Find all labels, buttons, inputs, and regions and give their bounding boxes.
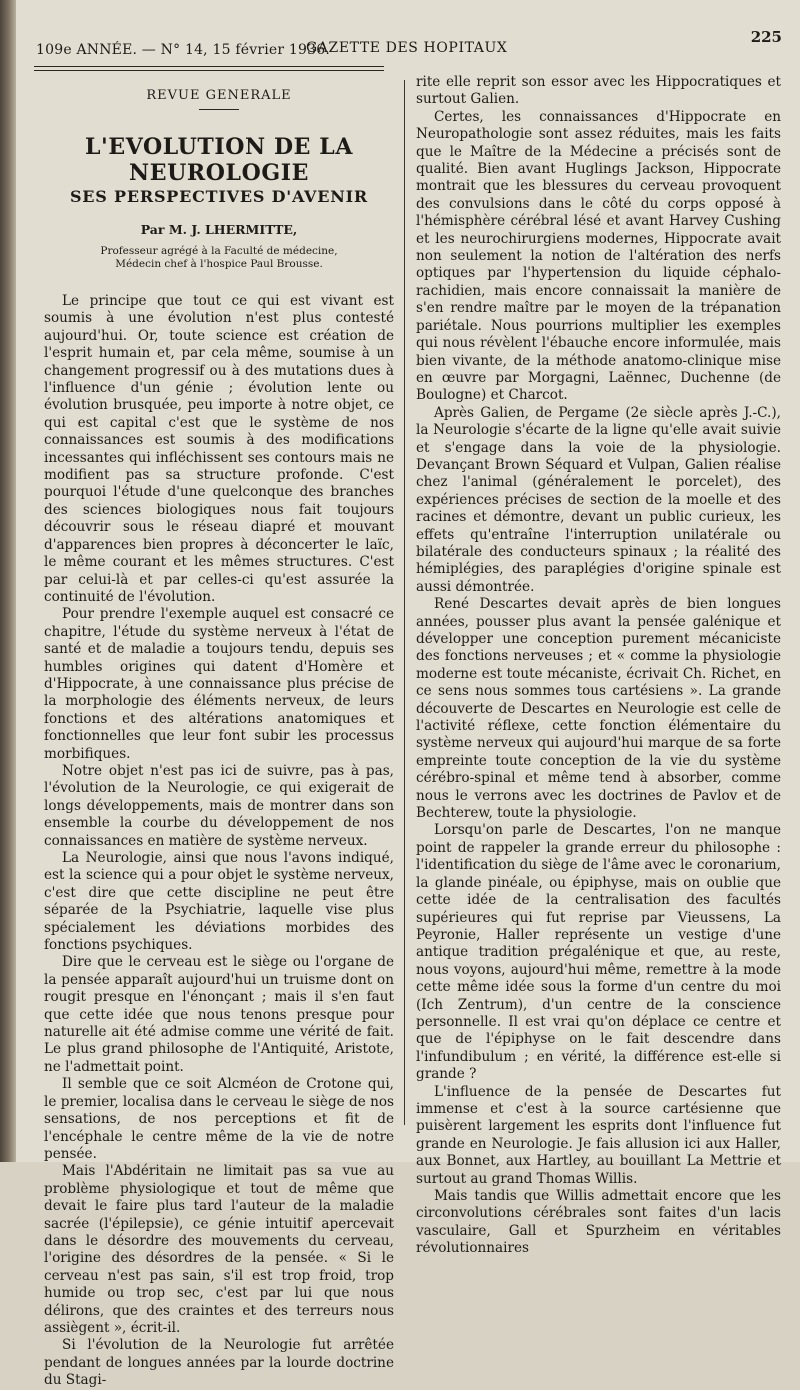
paragraph: Il semble que ce soit Alcméon de Crotone qui, le premier, localisa dans le cerveau le siège de nos sensations, de nos perceptions et fit de l'encéphale le centre même de la vie de notre pensée. <box>44 1076 394 1162</box>
author-byline: Par M. J. LHERMITTE, <box>140 222 298 237</box>
section-rule <box>199 109 239 110</box>
paragraph: Dire que le cerveau est le siège ou l'organe de la pensée apparaît aujourd'hui un truisme dont on rougit presque en l'énonçant ; mais il s'en faut que cette idée que nous tenons presque pour naturelle ait été admise comme une vérité de fait. Le plus grand philosophe de l'Antiquité, Aristote, ne l'admettait point. <box>44 954 394 1075</box>
paragraph: Le principe que tout ce qui est vivant est soumis à une évolution n'est plus contesté aujourd'hui. Or, toute science est création de l'esprit humain et, par cela même, soumise à un changement progressif ou à des mutations dues à l'influence d'un génie ; évolution lente ou évolution brusquée, peu importe à notre objet, ce qui est capital c'est que le système de nos connaissances est soumis à des modifications incessantes qui infléchissent ses contours mais ne modifient pas sa structure profonde. C'est pourquoi l'étude d'une quelconque des branches des sciences biologiques nous fait toujours découvrir sous le réseau diapré et mouvant d'apparences bien propres à déconcerter le laïc, le même courant et les mêmes structures. C'est par celui-là et par celles-ci qu'est assurée la continuité de l'évolution. <box>44 293 394 605</box>
right-column <box>416 74 781 1258</box>
left-column <box>44 0 394 1390</box>
article-subtitle: SES PERSPECTIVES D'AVENIR <box>69 187 369 206</box>
paragraph: Mais l'Abdéritain ne limitait pas sa vue au problème physiologique et tout de même que devait le faire plus tard l'auteur de la maladie sacrée (l'épilepsie), ce génie intuitif apercevait dans le désordre des mouvements du cerveau, l'origine des désordres de la pensée. « Si le cerveau n'est pas sain, s'il est trop froid, trop humide ou trop sec, c'est par lui que nous délirons, que des craintes et des terreurs nous assiègent », écrit-il. <box>44 1163 394 1336</box>
paragraph: Certes, les connaissances d'Hippocrate en Neuropathologie sont assez réduites, mais les faits que le Maître de la Médecine a précisés sont de qualité. Bien avant Huglings Jackson, Hippocrate montrait que les blessures du cerveau provoquent des convulsions dans le côté du corps opposé à l'hémisphère cérébral lésé et avant Harvey Cushing et les neurochirurgiens modernes, Hippocrate avait non seulement la notion de l'altération des nerfs optiques par l'hypertension du liquide céphalo-rachidien, mais encore connaissait la manière de s'en rendre maître par le moyen de la trépanation pariétale. Nous pourrions multiplier les exemples qui nous révèlent l'ébauche encore informulée, mais bien vivante, de la méthode anatomo-clinique mise en œuvre par Morgagni, Laënnec, Duchenne (de Boulogne) et Charcot. <box>416 108 781 404</box>
paragraph: Notre objet n'est pas ici de suivre, pas à pas, l'évolution de la Neurologie, ce qui exigerait de longs développements, mais de montrer dans son ensemble la courbe du développement de nos connaissances en matière de système nerveux. <box>44 762 394 849</box>
author-affiliation <box>44 245 394 271</box>
paragraph: Après Galien, de Pergame (2e siècle après J.-C.), la Neurologie s'écarte de la ligne qu'elle avait suivie et s'engage dans la voie de la physiologie. Devançant Brown Séquard et Vulpan, Galien réalise chez l'animal (généralement le porcelet), des expériences précises de section de la moelle et des racines et démontre, devant un public curieux, les effets qu'entraîne l'interruption unilatérale ou bilatérale des conducteurs spinaux ; la réalité des hémiplégies, des paraplégies d'origine spinale est aussi démontrée. <box>416 404 781 595</box>
column-divider <box>404 80 405 1125</box>
article-title: L'EVOLUTION DE LA NEUROLOGIE <box>84 134 354 186</box>
paragraph: René Descartes devait après de bien longues années, pousser plus avant la pensée galénique et développer une conception purement mécaniciste des fonctions nerveuses ; et « comme la physiologie moderne est toute mécaniste, écrivait Ch. Richet, en ce sens nous sommes tous cartésiens ». La grande découverte de Descartes en Neurologie est celle de l'activité réflexe, cette fonction élémentaire du système nerveux qui aujourd'hui marque de sa forte empreinte toute conception de la vie du système cérébro-spinal et même tend à absorber, comme nous le verrons avec les doctrines de Pavlov et de Bechterew, toute la physiologie. <box>416 596 781 822</box>
newspaper-page <box>16 0 800 1389</box>
affiliation-line: Médecin chef à l'hospice Paul Brousse. <box>115 258 323 270</box>
issue-info: 109e ANNÉE. — N° 14, 15 février 1936. <box>36 42 330 58</box>
paragraph: La Neurologie, ainsi que nous l'avons indiqué, est la science qui a pour objet le système nerveux, c'est dire que cette discipline ne peut être séparée de la Psychiatrie, laquelle vise plus spécialement les déviations morbides des fonctions psychiques. <box>44 850 394 954</box>
section-heading: REVUE GENERALE <box>146 88 292 103</box>
paragraph: rite elle reprit son essor avec les Hippocratiques et surtout Galien. <box>416 74 781 108</box>
book-binding-edge <box>0 0 16 1162</box>
paragraph: Si l'évolution de la Neurologie fut arrêtée pendant de longues années par la lourde doctrine du Stagi- <box>44 1337 394 1389</box>
affiliation-line: Professeur agrégé à la Faculté de médecine, <box>100 245 338 257</box>
paragraph: Lorsqu'on parle de Descartes, l'on ne manque point de rappeler la grande erreur du philosophe : l'identification du siège de l'âme avec le coronarium, la glande pinéale, ou épiphyse, mais on oublie que cette idée de la centralisation des facultés supérieures qui fut reprise par Vieussens, La Peyronie, Haller représente un vestige d'une antique tradition prégalénique et que, au reste, nous voyons, aujourd'hui même, remettre à la mode cette même idée sous la forme d'un centre du moi (Ich Zentrum), d'un centre de la conscience personnelle. Il est vrai qu'on déplace ce centre et que de l'épiphyse on le fait descendre dans l'infundibulum ; en vérité, la différence est-elle si grande ? <box>416 822 781 1083</box>
paragraph: L'influence de la pensée de Descartes fut immense et c'est à la source cartésienne que puisèrent largement les esprits dont l'influence fut grande en Neurologie. Je fais allusion ici aux Haller, aux Bonnet, aux Hartley, au bouillant La Mettrie et surtout au grand Thomas Willis. <box>416 1083 781 1187</box>
paragraph: Mais tandis que Willis admettait encore que les circonvolutions cérébrales sont faites d'un lacis vasculaire, Gall et Spurzheim en véritables révolutionnaires <box>416 1188 781 1257</box>
journal-name: GAZETTE DES HOPITAUX <box>306 40 508 56</box>
paragraph: Pour prendre l'exemple auquel est consacré ce chapitre, l'étude du système nerveux à l'état de santé et de maladie a toujours tendu, depuis ses humbles origines qui datent d'Homère et d'Hippocrate, à une connaissance plus précise de la morphologie des éléments nerveux, de leurs fonctions et des altérations anatomiques et fonctionnelles que leur font subir les processus morbifiques. <box>44 606 394 762</box>
page-number: 225 <box>750 28 782 46</box>
